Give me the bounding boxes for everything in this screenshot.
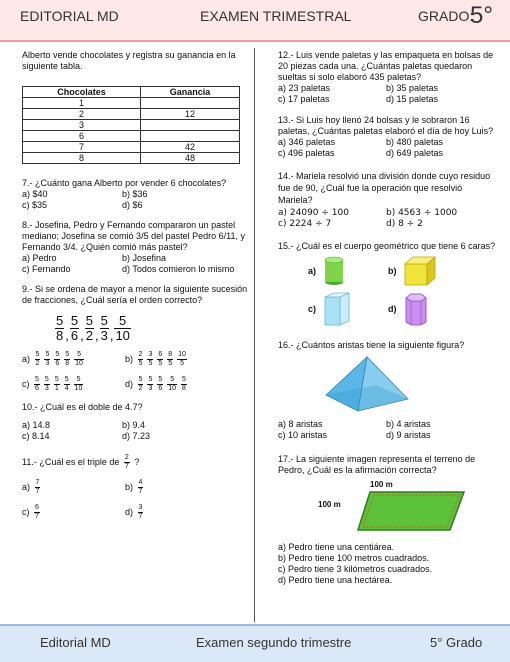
table-cell: 8	[23, 153, 141, 164]
denominator: 10	[74, 385, 83, 392]
option-c[interactable]: c) 2224 ÷ 7	[278, 219, 332, 229]
table-cell: 6	[23, 131, 141, 142]
land-plot-icon	[356, 490, 466, 534]
question-11-options-cd	[22, 504, 250, 521]
denominator: 8	[182, 385, 186, 392]
option-d[interactable]: d) 649 paletas	[386, 148, 444, 158]
fraction	[55, 314, 64, 343]
denominator: 6	[35, 385, 39, 392]
table-cell: 42	[141, 142, 240, 153]
option-c[interactable]: c) 8.14	[22, 431, 50, 441]
denominator: 10	[75, 360, 83, 367]
option-d-label: d)	[388, 304, 397, 314]
option-a[interactable]: a) 14.8	[22, 420, 51, 430]
option-c[interactable]: c) 10 aristas	[278, 430, 328, 440]
page-header	[0, 0, 510, 42]
page-footer	[0, 624, 510, 662]
fraction	[54, 376, 60, 393]
denominator: 6	[55, 360, 60, 367]
fraction	[147, 376, 153, 393]
question-9-text: 9.- Si se ordena de mayor a menor la siguiente sucesión de fracciones, ¿Cuál sería el orden correcto?	[22, 284, 248, 305]
option-b-label: b)	[125, 353, 134, 364]
land-figure	[278, 480, 496, 536]
option-c-label: c)	[22, 378, 30, 389]
option-a[interactable]	[22, 479, 125, 496]
numerator: 3	[138, 504, 143, 511]
option-b[interactable]	[125, 479, 250, 496]
fraction	[138, 376, 144, 393]
option-d[interactable]: d) $6	[122, 200, 143, 210]
option-c[interactable]	[22, 504, 125, 521]
fraction	[147, 351, 153, 368]
header-publisher: EDITORIAL MD	[20, 8, 119, 24]
option-d-label: d)	[125, 506, 134, 517]
denominator: 3	[44, 385, 49, 392]
option-d[interactable]	[125, 504, 250, 521]
option-b[interactable]: b) 35 paletas	[386, 83, 439, 93]
denominator: 8	[65, 360, 70, 367]
fraction	[157, 376, 163, 393]
numerator: 5	[35, 376, 39, 383]
table-row	[23, 98, 240, 109]
fraction	[85, 314, 94, 343]
header-grade-label: GRADO:	[418, 8, 474, 24]
option-c[interactable]	[22, 376, 125, 393]
fraction	[74, 351, 84, 368]
question-8	[22, 220, 250, 275]
option-a[interactable]: a) $40	[22, 189, 48, 199]
question-10-text: 10.- ¿Cuál es el doble de 4.7?	[22, 402, 143, 412]
fraction	[35, 479, 41, 496]
option-a-fraction	[33, 479, 43, 495]
numerator: 5	[138, 376, 143, 383]
table-cell: 7	[23, 142, 141, 153]
denominator: 7	[138, 488, 143, 495]
option-b[interactable]: b) 4563 ÷ 1000	[386, 208, 458, 218]
question-16-text: 16.- ¿Cuántos aristas tiene la siguiente figura?	[278, 340, 465, 350]
numerator: 5	[158, 376, 163, 383]
numerator: 2	[138, 351, 143, 358]
question-15-options	[308, 256, 496, 326]
option-a-label: a)	[22, 353, 31, 364]
question-11	[22, 454, 250, 521]
fraction	[64, 351, 70, 368]
numerator: 5	[70, 313, 79, 328]
question-17	[278, 454, 496, 586]
option-a[interactable]: a) 23 paletas	[278, 83, 331, 93]
denominator: 5	[138, 360, 143, 367]
option-b[interactable]	[125, 351, 250, 368]
fraction-separator: ,	[80, 328, 84, 343]
denominator: 2	[85, 328, 93, 343]
option-b-fractions	[136, 351, 189, 367]
option-a[interactable]	[22, 351, 125, 368]
denominator: 6	[158, 385, 163, 392]
option-a[interactable]: a) 8 aristas	[278, 419, 323, 429]
header-grade-value: 5°	[470, 2, 493, 29]
option-a[interactable]: a) Pedro tiene una centiárea.	[278, 542, 395, 552]
numerator: 4	[138, 479, 143, 486]
option-b[interactable]	[388, 256, 468, 286]
option-c[interactable]: c) 17 paletas	[278, 94, 330, 104]
option-c[interactable]: c) $35	[22, 200, 48, 210]
numerator: 5	[74, 351, 84, 360]
footer-exam: Examen segundo trimestre	[196, 635, 352, 650]
question-14-text: 14.- Mariela resolvió una división donde cuyo residuo fue de 90, ¿Cuál fue la operación que resolvió Mariela?	[278, 171, 491, 205]
column-divider	[254, 48, 255, 622]
option-d[interactable]: d) 7.23	[122, 431, 151, 441]
fraction	[100, 314, 109, 343]
table-header-cell: Chocolates	[23, 87, 141, 98]
denominator: 7	[124, 463, 129, 470]
denominator: 10	[168, 385, 177, 392]
numerator: 5	[182, 376, 186, 383]
fraction	[44, 351, 50, 368]
option-b-label: b)	[125, 481, 134, 492]
option-b-label: b)	[388, 266, 397, 276]
question-15	[278, 241, 496, 326]
numerator: 7	[35, 479, 40, 486]
denominator: 5	[148, 360, 153, 367]
triangular-prism-icon	[322, 292, 352, 326]
numerator: 5	[54, 376, 59, 383]
denominator: 7	[35, 513, 39, 520]
option-c-label: c)	[22, 506, 30, 517]
numerator: 5	[64, 376, 69, 383]
option-b[interactable]: b) $36	[122, 189, 148, 199]
footer-publisher: Editorial MD	[40, 635, 111, 650]
question-9-options-cd	[22, 376, 250, 393]
table-row	[23, 120, 240, 131]
denominator: 3	[100, 328, 108, 343]
table-row	[23, 142, 240, 153]
question-11-text-after: ?	[134, 456, 140, 467]
question-9	[22, 284, 250, 393]
question-7-text: 7.- ¿Cuánto gana Alberto por vender 6 chocolates?	[22, 178, 227, 188]
question-11-fraction	[122, 454, 132, 470]
option-d[interactable]: d) 8 ÷ 2	[386, 219, 423, 229]
fraction	[124, 454, 130, 471]
numerator: 5	[114, 314, 130, 329]
cylinder-icon	[322, 256, 346, 286]
question-11-text	[22, 454, 250, 471]
option-a-label: a)	[22, 481, 31, 492]
numerator: 5	[44, 376, 49, 383]
option-a-fractions	[33, 351, 86, 367]
numerator: 5	[148, 376, 153, 383]
hexagonal-prism-icon	[403, 292, 429, 326]
fraction	[138, 351, 144, 368]
table-cell	[141, 131, 240, 142]
fraction	[138, 479, 144, 496]
denominator: 10	[115, 328, 130, 343]
fraction	[35, 351, 41, 368]
numerator: 8	[168, 351, 173, 358]
denominator: 7	[138, 513, 143, 520]
denominator: 5	[168, 360, 173, 367]
fraction	[44, 376, 50, 393]
option-c[interactable]	[308, 292, 388, 326]
fraction	[138, 504, 144, 521]
option-d[interactable]: d) 15 paletas	[386, 94, 439, 104]
option-b[interactable]: b) 4 aristas	[386, 419, 431, 429]
option-d[interactable]	[388, 292, 468, 326]
question-12-text: 12.- Luis vende paletas y las empaqueta en bolsas de 20 piezas cada una. ¿Cuántas paletas quedaron sueltas si solo elaboró 435 paletas?	[278, 50, 494, 82]
header-title: EXAMEN TRIMESTRAL	[200, 8, 352, 24]
question-12	[278, 50, 496, 105]
fraction	[181, 376, 187, 393]
question-14-options	[278, 208, 496, 230]
denominator: 7	[35, 488, 40, 495]
option-c[interactable]: c) Fernando	[22, 264, 71, 274]
question-13-text: 13.- Si Luis hoy llenó 24 bolsas y le sobraron 16 paletas, ¿Cuántas paletas elaboró el día de hoy Luis?	[278, 115, 494, 136]
question-12-options	[278, 83, 496, 105]
right-column	[278, 50, 496, 586]
denominator: 1	[54, 385, 59, 392]
option-c-label: c)	[308, 304, 317, 314]
numerator: 2	[124, 454, 129, 461]
option-c[interactable]: c) Pedro tiene 3 kilómetros cuadrados.	[278, 564, 433, 574]
numerator: 6	[158, 351, 163, 358]
option-b[interactable]: b) 480 paletas	[386, 137, 444, 147]
option-b[interactable]: b) Josefina	[122, 253, 167, 263]
numerator: 5	[35, 351, 40, 358]
table-row	[23, 109, 240, 120]
fraction	[74, 376, 84, 393]
option-c[interactable]: c) 496 paletas	[278, 148, 335, 158]
fraction	[64, 376, 70, 393]
denominator: 3	[148, 385, 153, 392]
option-b[interactable]: b) Pedro tiene 100 metros cuadrados.	[278, 553, 430, 563]
denominator: 2	[138, 385, 143, 392]
numerator: 6	[35, 504, 39, 511]
question-17-text: 17.- La siguiente imagen representa el terreno de Pedro, ¿Cuál es la afirmación correcta?	[278, 454, 476, 475]
fraction-separator: ,	[65, 328, 69, 343]
denominator: 5	[180, 360, 184, 367]
numerator: 5	[45, 351, 50, 358]
denominator: 5	[158, 360, 163, 367]
option-c-fractions	[32, 376, 85, 392]
denominator: 8	[56, 328, 64, 343]
question-11-text-before: 11.- ¿Cuál es el triple de	[22, 456, 120, 467]
option-b-fraction	[136, 479, 146, 495]
numerator: 5	[74, 376, 84, 385]
land-side-label: 100 m	[318, 500, 341, 509]
option-a-label: a)	[308, 266, 317, 276]
question-16-options	[278, 419, 496, 441]
option-d-fraction	[136, 504, 146, 520]
question-9-options-ab	[22, 351, 250, 368]
table-row	[23, 131, 240, 142]
denominator: 4	[64, 385, 69, 392]
question-13-options	[278, 137, 496, 159]
table-row	[23, 153, 240, 164]
question-13	[278, 115, 496, 159]
fraction-sequence	[54, 314, 250, 343]
fraction	[34, 504, 40, 521]
numerator: 5	[167, 376, 177, 385]
question-17-options	[278, 542, 496, 586]
table-cell: 12	[141, 109, 240, 120]
fraction	[34, 376, 40, 393]
question-15-text: 15.- ¿Cuál es el cuerpo geométrico que tiene 6 caras?	[278, 241, 496, 251]
question-16	[278, 340, 496, 441]
numerator: 5	[56, 313, 64, 328]
numerator: 3	[148, 351, 153, 358]
footer-grade: 5° Grado	[430, 635, 483, 650]
option-c-fraction	[32, 504, 42, 520]
table-intro: Alberto vende chocolates y registra su ganancia en la siguiente tabla.	[22, 50, 236, 71]
option-d-fractions	[136, 376, 189, 392]
table-cell: 48	[141, 153, 240, 164]
fraction	[114, 314, 130, 343]
denominator: 2	[35, 360, 40, 367]
option-d[interactable]: d) 9 aristas	[386, 430, 431, 440]
pyramid-icon	[322, 355, 412, 417]
fraction	[70, 314, 79, 343]
land-top-label: 100 m	[370, 480, 393, 489]
fraction	[157, 351, 163, 368]
question-8-text: 8.- Josefina, Pedro y Fernando compararon un pastel mediano; Josefina se comió 3/5 del pastel Pedro 6/11, y Fernando 3/4. ¿Quién comió más pastel?	[22, 220, 245, 252]
option-a[interactable]	[308, 256, 388, 286]
question-8-options	[22, 253, 250, 275]
numerator: 5	[100, 313, 108, 328]
table-header-cell: Ganancia	[141, 87, 240, 98]
fraction-separator: ,	[94, 328, 99, 343]
table-header-row	[23, 87, 240, 98]
option-b[interactable]: b) 9.4	[122, 420, 146, 430]
option-a[interactable]: a) 346 paletas	[278, 137, 336, 147]
denominator: 3	[45, 360, 50, 367]
option-d[interactable]: d) Pedro tiene una hectárea.	[278, 575, 393, 585]
fraction	[167, 376, 177, 393]
option-a[interactable]: a) 24090 ÷ 100	[278, 208, 349, 218]
cube-icon	[403, 256, 437, 286]
numerator: 5	[55, 351, 60, 358]
numerator: 5	[65, 351, 70, 358]
left-column	[22, 50, 250, 521]
numerator: 5	[85, 313, 93, 328]
option-d-label: d)	[125, 378, 134, 389]
option-d[interactable]	[125, 376, 250, 393]
numerator: 10	[178, 351, 186, 358]
chocolate-table	[22, 86, 240, 164]
table-cell	[141, 120, 240, 131]
table-cell	[141, 98, 240, 109]
question-7-options	[22, 189, 250, 211]
fraction	[177, 351, 187, 368]
table-cell: 1	[23, 98, 141, 109]
fraction	[54, 351, 60, 368]
question-11-options-ab	[22, 479, 250, 496]
table-cell: 2	[23, 109, 141, 120]
fraction-separator: ,	[109, 328, 114, 343]
denominator: 6	[70, 328, 79, 343]
question-7	[22, 178, 250, 211]
option-d[interactable]: d) Todos comieron lo mismo	[122, 264, 235, 274]
fraction	[167, 351, 173, 368]
question-10	[22, 402, 250, 442]
question-14	[278, 170, 496, 230]
option-a[interactable]: a) Pedro	[22, 253, 57, 263]
question-10-options	[22, 420, 250, 442]
table-cell: 3	[23, 120, 141, 131]
